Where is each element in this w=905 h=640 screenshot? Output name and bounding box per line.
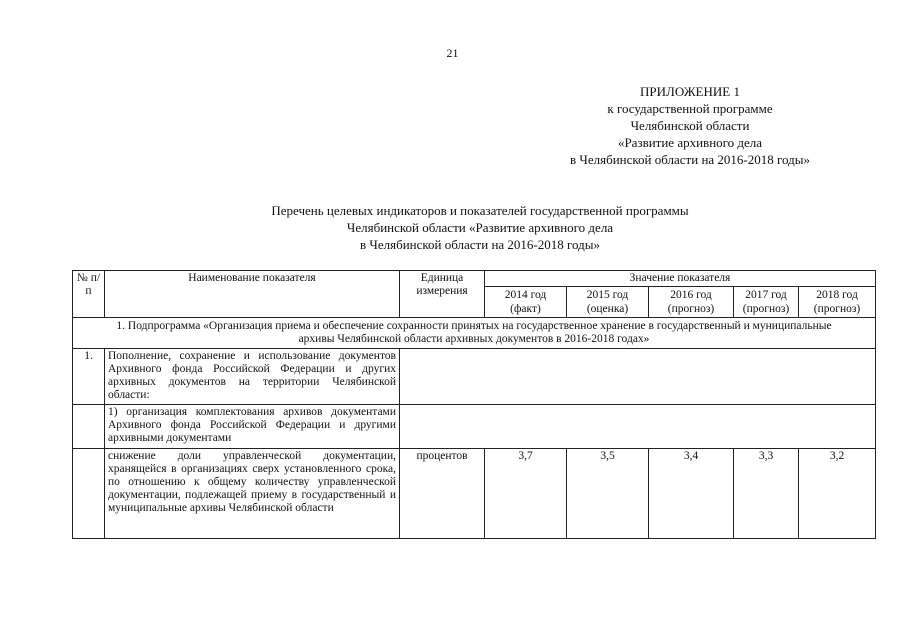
row-unit: процентов xyxy=(400,449,485,539)
year-label: 2017 год xyxy=(745,289,787,301)
appendix-heading: ПРИЛОЖЕНИЕ 1 xyxy=(640,84,740,99)
row-name: снижение доли управленческой документации, хранящейся в организациях сверх установленного срока, по отношению к общему количеству управленческой документации, подлежащей приему в государственный и муниципальные архивы Челябинской области xyxy=(105,449,400,539)
header-year-2014 xyxy=(485,287,567,318)
header-value-group: Значение показателя xyxy=(485,271,876,287)
value-2017: 3,3 xyxy=(734,449,799,539)
year-type: (прогноз) xyxy=(667,303,715,315)
value-2015: 3,5 xyxy=(567,449,649,539)
row-num: 1. xyxy=(73,349,105,405)
appendix-block xyxy=(555,83,825,168)
row-num xyxy=(73,405,105,449)
header-year-2017 xyxy=(734,287,799,318)
year-type: (оценка) xyxy=(586,303,629,315)
row-empty xyxy=(400,349,876,405)
value-2018: 3,2 xyxy=(799,449,876,539)
row-name: 1) организация комплектования архивов документами Архивного фонда Российской Федерации и другими архивными документами xyxy=(105,405,400,449)
header-unit: Единица измерения xyxy=(400,271,485,318)
appendix-line: к государственной программе xyxy=(607,101,773,116)
header-year-2015 xyxy=(567,287,649,318)
indicators-table xyxy=(72,270,876,539)
year-label: 2014 год xyxy=(504,289,547,301)
header-num: № п/п xyxy=(73,271,105,318)
page-number: 21 xyxy=(446,46,459,60)
header-year-2016 xyxy=(649,287,734,318)
year-type: (факт) xyxy=(510,303,541,315)
year-label: 2015 год xyxy=(586,289,629,301)
year-label: 2018 год xyxy=(816,289,858,301)
row-empty xyxy=(400,405,876,449)
title-line: в Челябинской области на 2016-2018 годы» xyxy=(360,237,600,252)
value-2014: 3,7 xyxy=(485,449,567,539)
document-title xyxy=(220,202,740,253)
header-name: Наименование показателя xyxy=(105,271,400,318)
appendix-line: «Развитие архивного дела xyxy=(617,135,763,150)
appendix-line: в Челябинской области на 2016-2018 годы» xyxy=(570,152,810,167)
row-name: Пополнение, сохранение и использование документов Архивного фонда Российской Федерации и других архивных документов на территории Челябинской области: xyxy=(105,349,400,405)
year-type: (прогноз) xyxy=(742,303,790,315)
appendix-line: Челябинской области xyxy=(630,118,750,133)
title-line: Челябинской области «Развитие архивного дела xyxy=(346,220,614,235)
title-line: Перечень целевых индикаторов и показателей государственной программы xyxy=(271,203,689,218)
header-year-2018 xyxy=(799,287,876,318)
row-num xyxy=(73,449,105,539)
subprogram-row: 1. Подпрограмма «Организация приема и обеспечение сохранности принятых на государственное хранение в государственный и муниципальные архивы Челябинской области архивных документов в 2016-2018 годах» xyxy=(73,318,876,349)
year-type: (прогноз) xyxy=(813,303,861,315)
value-2016: 3,4 xyxy=(649,449,734,539)
year-label: 2016 год xyxy=(670,289,712,301)
